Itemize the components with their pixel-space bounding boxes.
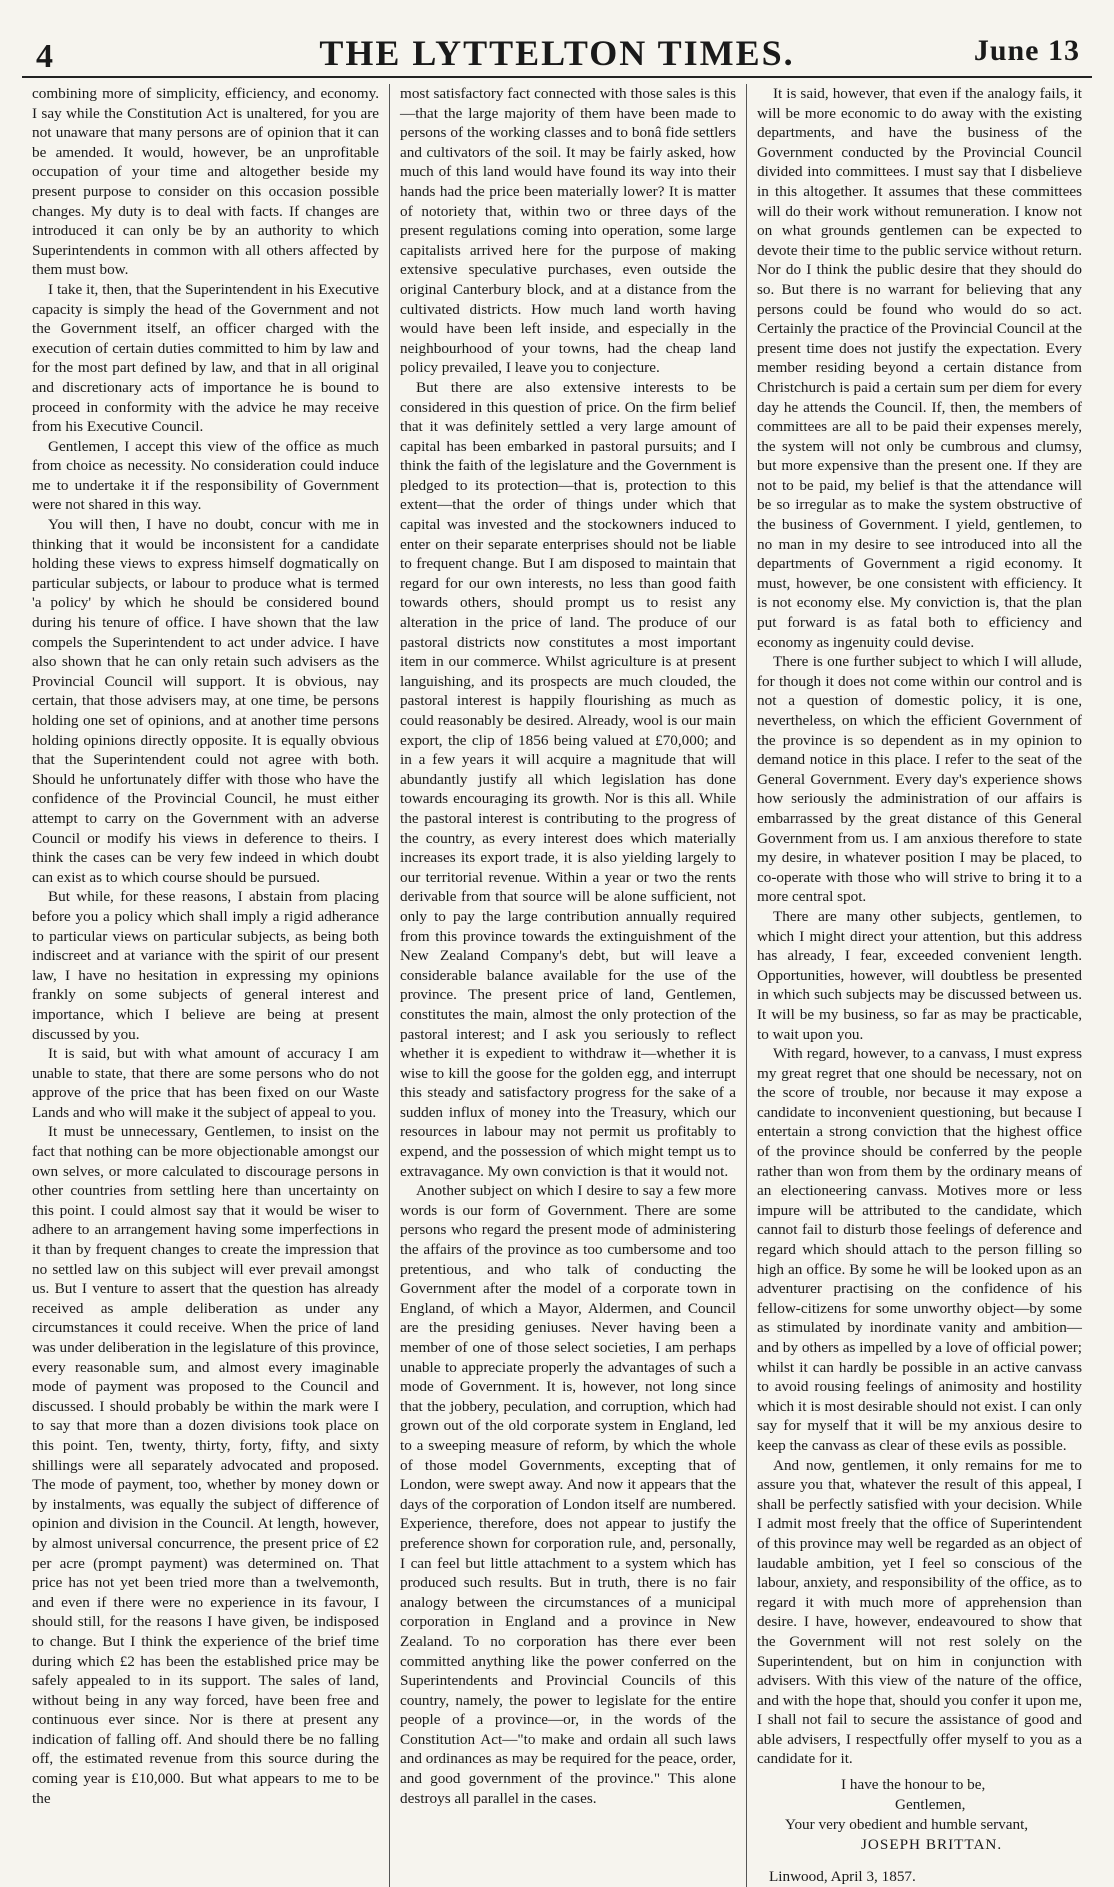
paragraph: There are many other subjects, gentlemen, to which I might direct your attention, but this address has already, I fear, exceeded convenient length. Opportunities, however, will doubtless be presented in which such subjects may be discussed between us. It will be my business, so far as may be practicable, to wait upon you. [757, 907, 1082, 1043]
page-number: 4 [36, 38, 53, 75]
paragraph: It must be unnecessary, Gentlemen, to insist on the fact that nothing can be more objectionable amongst our own selves, or more calculated to discourage persons in other countries from settling here than uncertainty on this point. I could almost say that it would be wiser to adhere to an arrangement having some imperfections in it than by frequent changes to create the impression that no settled law on this subject will ever prevail amongst us. But I venture to assert that the question has already received as ample deliberation as under any circumstances it could receive. When the price of land was under deliberation in the legislature of this province, every reasonable sum, and almost every imaginable mode of payment was proposed to the Council and discussed. I should probably be within the mark were I to say that more than a dozen divisions took place on this point. Ten, twenty, thirty, forty, fifty, and sixty shillings were all separately advocated and proposed. The mode of payment, too, whether by money down or by instalments, was equally the subject of difference of opinion and division in the Council. At length, however, by almost universal concurrence, the present price of £2 per acre (prompt payment) was determined on. That price has not yet been tried more than a twelvemonth, and even if there were no experience in its favour, I should still, for the reasons I have given, be indisposed to change. But I think the experience of the brief time during which £2 has been the established price may be safely appealed to in its support. The sales of land, without being in any way forced, have been free and continuous ever since. Nor is there at present any indication of falling off. And should there be no falling off, the estimated revenue from this source during the coming year is £10,000. But what appears to me to be the [32, 1123, 379, 1807]
letter-signoff [757, 1775, 1082, 1887]
signoff-line: Your very obedient and humble servant, [785, 1816, 1029, 1834]
column-2 [389, 84, 746, 1887]
paragraph: It is said, however, that even if the analogy fails, it will be more economic to do away with the existing departments, and have the business of the Government conducted by the Provincial Council divided into committees. I must say that I disbelieve in this altogether. It assumes that these committees will do their work without remuneration. I know not on what grounds gentlemen can be expected to devote their time to the public service without return. Nor do I think the public desire that they should do so. But there is no warrant for believing that any persons could be found who would do so act. Certainly the practice of the Provincial Council at the present time does not justify the expectation. Every member residing beyond a certain distance from Christchurch is paid a certain sum per diem for every day he attends the Council. If, then, the members of committees are all to be paid their expenses merely, the system will not only be cumbrous and clumsy, but more expensive than the present one. If they are not to be paid, my belief is that the attendance will be so irregular as to make the system obstructive of the business of Government. I yield, gentlemen, to no man in my desire to see introduced into all the departments of Government a rigid economy. It must, however, be one consistent with efficiency. It is not economy else. My conviction is, that the plan put forward is as fatal both to efficiency and economy as ingenuity could devise. [757, 85, 1082, 651]
place-and-date: Linwood, April 3, 1857. [769, 1868, 916, 1886]
signatory-name: JOSEPH BRITTAN. [861, 1836, 1003, 1854]
paragraph: But there are also extensive interests to be considered in this question of price. On the firm belief that it was definitely settled a very large amount of capital has been embarked in pastoral pursuits; and I think the faith of the legislature and the Government is pledged to its protection—that is, protection to this extent—that the order of things under which that capital was invested and the stockowners induced to enter on their separate enterprises should not be liable to frequent change. But I am disposed to maintain that regard for our own interests, no less than good faith towards others, should prompt us to resist any alteration in the price of land. The produce of our pastoral districts now constitutes a most important item in our commerce. Whilst agriculture is at present languishing, and its prospects are much clouded, the pastoral interest is happily flourishing as much as could reasonably be desired. Already, wool is our main export, the clip of 1856 being valued at £70,000; and in a few years it will acquire a magnitude that will abundantly justify all which legislation has done towards encouraging its growth. Nor is this all. While the pastoral interest is contributing to the progress of the country, as every interest does which materially increases its export trade, it is also yielding largely to our territorial revenue. Within a year or two the rents derivable from that source will be alone sufficient, not only to pay the large contribution annually required from this province towards the extinguishment of the New Zealand Company's debt, but will leave a considerable balance available for the use of the province. The present price of land, Gentlemen, constitutes the main, almost the only protection of the pastoral interest; and I ask you seriously to reflect whether it is expedient to withdraw it—whether it is wise to kill the goose for the golden egg, and interrupt this steady and satisfactory progress for the sake of a sudden influx of money into the Treasury, which our resources in labour may not permit us profitably to expend, and the possession of which might tempt us to extravagance. My own conviction is that it would not. [400, 378, 736, 1180]
column-1 [22, 84, 389, 1887]
column-3 [746, 84, 1092, 1887]
paragraph: You will then, I have no doubt, concur with me in thinking that it would be inconsistent for a candidate holding these views to express himself dogmatically on particular subjects, or labour to produce what is termed 'a policy' by which he should be considered bound during his tenure of office. I have shown that the law compels the Superintendent to act under advice. I have also shown that he can only retain such advisers as the Provincial Council will support. It is obvious, nay certain, that those advisers may, at one time, be persons holding one set of opinions, and at another time persons holding opinions directly opposite. It is equally obvious that the Superintendent could not agree with both. Should he unfortunately differ with those who have the confidence of the Provincial Council, he must either attempt to carry on the Government with an adverse Council or modify his views in deference to theirs. I think the cases can be very few indeed in which doubt can exist as to which course should be pursued. [32, 516, 379, 886]
paragraph: combining more of simplicity, efficiency, and economy. I say while the Constitution Act is unaltered, for you are not unaware that many persons are of opinion that it can be amended. It would, however, be an unprofitable occupation of your time and altogether beside my present purpose to consider on this occasion possible changes. My duty is to deal with facts. If changes are introduced it can only be by an authority to which Superintendents in common with all others affected by them must bow. [32, 85, 379, 279]
article-columns [22, 84, 1092, 1887]
issue-date: June 13 [973, 34, 1080, 67]
signoff-line: I have the honour to be, [841, 1776, 986, 1794]
masthead [22, 30, 1092, 78]
paragraph: Gentlemen, I accept this view of the office as much from choice as necessity. No consideration could induce me to undertake it if the responsibility of Government were not shared in this way. [32, 437, 379, 514]
paragraph: There is one further subject to which I will allude, for though it does not come within our control and is not a question of domestic policy, it is one, nevertheless, on which the efficient Government of the province is so dependent as in my opinion to demand notice in this place. I refer to the seat of the General Government. Every day's experience shows how seriously the administration of our affairs is embarrassed by the great distance of this General Government from us. I am anxious therefore to state my desire, in whatever position I may be placed, to co-operate with those who will strive to bring it to a more central spot. [757, 653, 1082, 906]
paragraph: And now, gentlemen, it only remains for me to assure you that, whatever the result of this appeal, I shall be perfectly satisfied with your decision. While I admit most freely that the office of Superintendent of this province may well be regarded as an object of laudable ambition, yet I feel so conscious of the labour, anxiety, and responsibility of the office, as to regard it with much more of apprehension than desire. I have, however, endeavoured to show that the Government will not rest solely on the Superintendent, but on him in conjunction with advisers. With this view of the nature of the office, and with the hope that, should you confer it upon me, I shall not fail to secure the assistance of good and able advisers, I respectfully offer myself to you as a candidate for it. [757, 1456, 1082, 1768]
paragraph: most satisfactory fact connected with those sales is this—that the large majority of them have been made to persons of the working classes and to bonâ fide settlers and cultivators of the soil. It may be fairly asked, how much of this land would have found its way into their hands had the price been materially lower? It is matter of notoriety that, within two or three days of the present regulations coming into operation, some large capitalists arrived here for the purpose of making extensive speculative purchases, even outside the original Canterbury block, and at a distance from the cultivated districts. How much land worth having would have been left inside, and especially in the neighbourhood of your towns, had the cheap land policy prevailed, I leave you to conjecture. [400, 85, 736, 377]
paragraph: It is said, but with what amount of accuracy I am unable to state, that there are some persons who do not approve of the price that has been fixed on our Waste Lands and who will make it the subject of appeal to you. [32, 1045, 379, 1121]
paragraph: But while, for these reasons, I abstain from placing before you a policy which shall imply a rigid adherance to particular views on particular subjects, as being both indiscreet and at variance with the spirit of our present law, I have no hesitation in expressing my opinions frankly on some subjects of general interest and importance, which I believe are being at present discussed by you. [32, 888, 379, 1043]
signoff-line: Gentlemen, [895, 1796, 966, 1814]
paragraph: With regard, however, to a canvass, I must express my great regret that one should be necessary, not on the score of trouble, nor because it may expose a candidate to inconvenient questioning, but because I entertain a strong conviction that the highest office of the province should be conferred by the people rather than won from them by the ordinary means of an electioneering canvass. Motives more or less impure will be attributed to the candidate, which cannot fail to disturb those feelings of deference and regard which should attach to the person filling so high an office. By some he will be looked upon as an adventurer practising on the confidence of his fellow-citizens for some unworthy object—by some as stimulated by inordinate vanity and ambition—and by others as impelled by a love of official power; whilst it can hardly be possible in an active canvass to avoid rousing feelings of animosity and hostility which it is most desirable should not exist. I can only say for myself that it will be my anxious desire to keep the canvass as clear of these evils as possible. [757, 1045, 1082, 1454]
newspaper-title: THE LYTTELTON TIMES. [319, 33, 795, 73]
paragraph: Another subject on which I desire to say a few more words is our form of Government. There are some persons who regard the present mode of administering the affairs of the province as too cumbersome and too pretentious, and who talk of conducting the Government after the model of a corporate town in England, of which a Mayor, Aldermen, and Council are the presiding geniuses. Never having been a member of one of those select societies, I am perhaps unable to appreciate properly the advantages of such a mode of Government. It is, however, not long since that the jobbery, peculation, and corruption, which had grown out of the old corporate system in England, led to a sweeping measure of reform, by which the whole of those model Governments, excepting that of London, were swept away. And now it appears that the days of the corporation of London itself are numbered. Experience, therefore, does not appear to justify the preference shown for corporation rule, and, personally, I can feel but little attachment to a system which has produced such results. But in truth, there is no fair analogy between the circumstances of a municipal corporation in England and a province in New Zealand. To no corporation has there ever been committed anything like the power conferred on the Superintendents and Provincial Councils of this country, namely, the power to legislate for the entire people of a province—or, in the words of the Constitution Act—"to make and ordain all such laws and ordinances as may be required for the peace, order, and good government of the province." This alone destroys all parallel in the cases. [400, 1182, 736, 1807]
paragraph: I take it, then, that the Superintendent in his Executive capacity is simply the head of the Government and not the Government itself, an officer charged with the execution of certain duties committed to him by law and for the most part defined by law, and that in all original and discretionary acts of importance he is bound to proceed in conformity with the advice he may receive from his Executive Council. [32, 280, 379, 436]
